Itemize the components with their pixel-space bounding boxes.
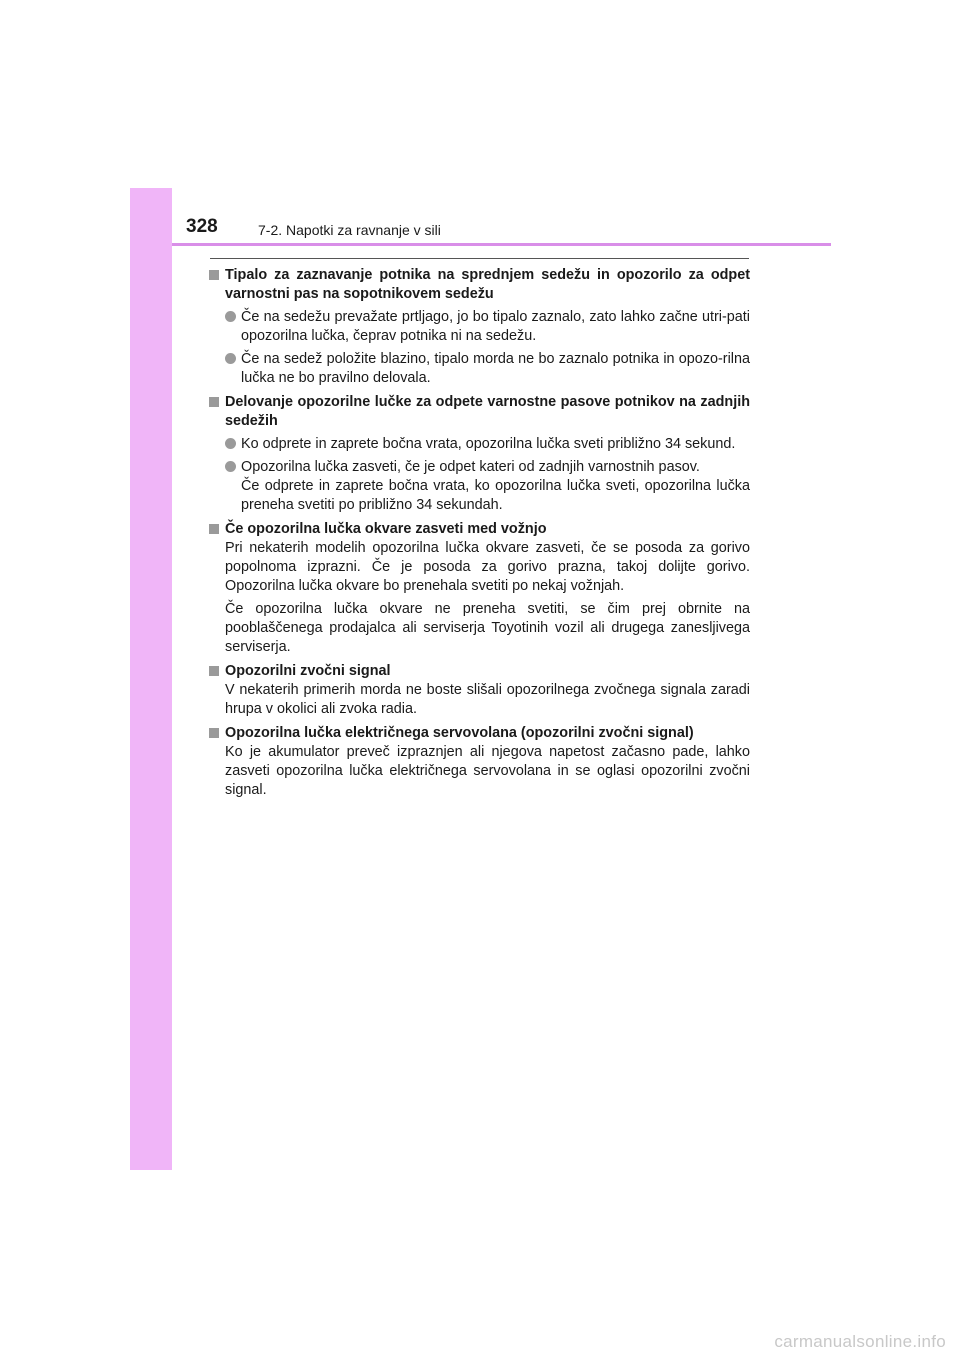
list-item-continuation: Če odprete in zaprete bočna vrata, ko opozorilna lučka sveti, opozorilna lučka preneha svetiti po približno 34 sekundah. [241,478,750,513]
side-accent-bar [130,188,172,1170]
list-item [225,308,750,346]
square-bullet-icon [209,524,219,534]
section-heading: Delovanje opozorilne lučke za odpete varnostne pasove potnikov na zadnjih sedežih [225,394,750,429]
list-item [225,458,750,515]
section-power-steering [209,724,750,800]
round-bullet-icon [225,461,236,472]
paragraph: Ko je akumulator preveč izpraznjen ali njegova napetost začasno pade, lahko zasveti opozorilna lučka električnega servovolana in se oglasi opozorilni zvočni signal. [225,744,750,798]
content-rule [210,258,749,259]
list-item-text: Ko odprete in zaprete bočna vrata, opozorilna lučka sveti približno 34 sekund. [241,436,736,452]
round-bullet-icon [225,438,236,449]
round-bullet-icon [225,311,236,322]
section-heading: Če opozorilna lučka okvare zasveti med vožnjo [225,521,547,537]
header-rule [172,243,831,246]
section-heading: Opozorilni zvočni signal [225,663,391,679]
square-bullet-icon [209,270,219,280]
square-bullet-icon [209,397,219,407]
page-content [209,266,750,800]
list-item [225,435,750,454]
section-warning-buzzer [209,662,750,719]
list-item [225,350,750,388]
section-heading: Opozorilna lučka električnega servovolana (opozorilni zvočni signal) [225,725,694,741]
section-passenger-sensor [209,266,750,388]
footer-watermark: carmanualsonline.info [774,1332,946,1351]
paragraph: V nekaterih primerih morda ne boste slišali opozorilnega zvočnega signala zaradi hrupa v okolici ali zvoka radia. [225,682,750,717]
square-bullet-icon [209,728,219,738]
list-item-text: Če na sedežu prevažate prtljago, jo bo tipalo zaznalo, zato lahko začne utri-pati opozorilna lučka, čeprav potnika ni na sedežu. [241,309,750,344]
list-item-text: Opozorilna lučka zasveti, če je odpet kateri od zadnjih varnostnih pasov. [241,459,700,475]
paragraph: Pri nekaterih modelih opozorilna lučka okvare zasveti, če se posoda za gorivo popolnoma izprazni. Če je posoda za gorivo prazna, takoj dolijte gorivo. Opozorilna lučka okvare bo prenehala svetiti po nekaj vožnjah. [225,540,750,594]
page-number: 328 [186,216,218,237]
square-bullet-icon [209,666,219,676]
paragraph: Če opozorilna lučka okvare ne preneha svetiti, se čim prej obrnite na pooblaščenega prodajalca ali serviserja Toyotinih vozil ali drugega zanesljivega serviserja. [225,601,750,655]
section-rear-seatbelt [209,393,750,515]
list-item-text: Če na sedež položite blazino, tipalo morda ne bo zaznalo potnika in opozo-rilna lučka ne bo pravilno delovala. [241,351,750,386]
section-malfunction-light [209,520,750,657]
section-heading: Tipalo za zaznavanje potnika na sprednjem sedežu in opozorilo za odpet varnostni pas na sopotnikovem sedežu [225,267,750,302]
section-title: 7-2. Napotki za ravnanje v sili [258,222,441,238]
round-bullet-icon [225,353,236,364]
